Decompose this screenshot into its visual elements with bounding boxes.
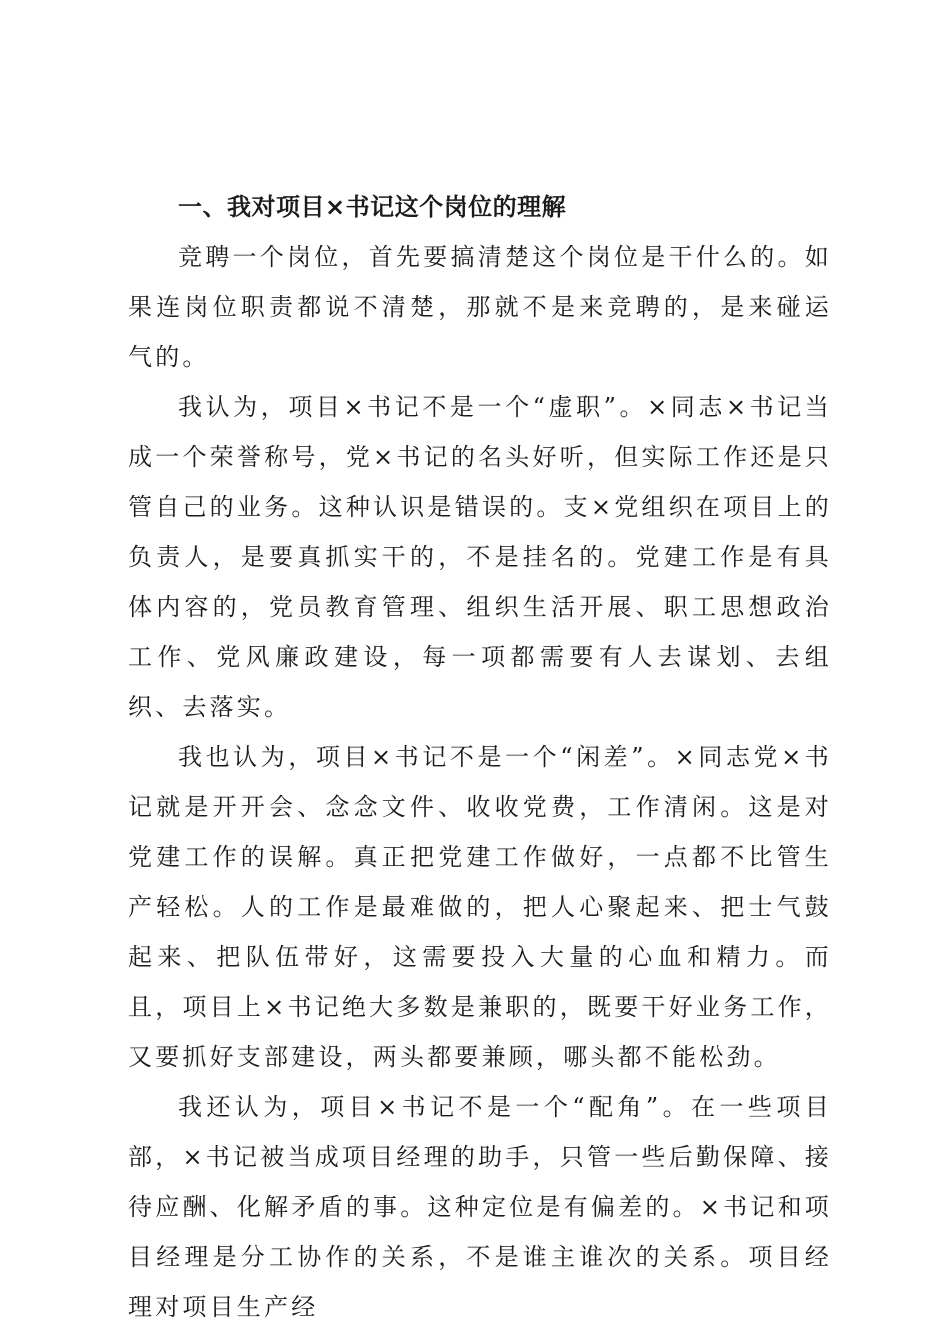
paragraph-4: 我还认为，项目×书记不是一个“配角”。在一些项目部，×书记被当成项目经理的助手，只管一些后勤保障、接待应酬、化解矛盾的事。这种定位是有偏差的。×书记和项目经理是分工协作的关系，不是谁主谁次的关系。项目经理对项目生产经 — [128, 1093, 832, 1321]
paragraph-2: 我认为，项目×书记不是一个“虚职”。×同志×书记当成一个荣誉称号，党×书记的名头好听，但实际工作还是只管自己的业务。这种认识是错误的。支×党组织在项目上的负责人，是要真抓实干的，不是挂名的。党建工作是有具体内容的，党员教育管理、组织生活开展、职工思想政治工作、党风廉政建设，每一项都需要有人去谋划、去组织、去落实。 — [128, 393, 832, 721]
document-body — [128, 182, 832, 1332]
paragraph-1: 竞聘一个岗位，首先要搞清楚这个岗位是干什么的。如果连岗位职责都说不清楚，那就不是来竞聘的，是来碰运气的。 — [128, 243, 832, 371]
section-heading: 一、我对项目×书记这个岗位的理解 — [178, 193, 567, 221]
paragraph-3: 我也认为，项目×书记不是一个“闲差”。×同志党×书记就是开开会、念念文件、收收党费，工作清闲。这是对党建工作的误解。真正把党建工作做好，一点都不比管生产轻松。人的工作是最难做的，把人心聚起来、把士气鼓起来、把队伍带好，这需要投入大量的心血和精力。而且，项目上×书记绝大多数是兼职的，既要干好业务工作，又要抓好支部建设，两头都要兼顾，哪头都不能松劲。 — [128, 743, 832, 1071]
